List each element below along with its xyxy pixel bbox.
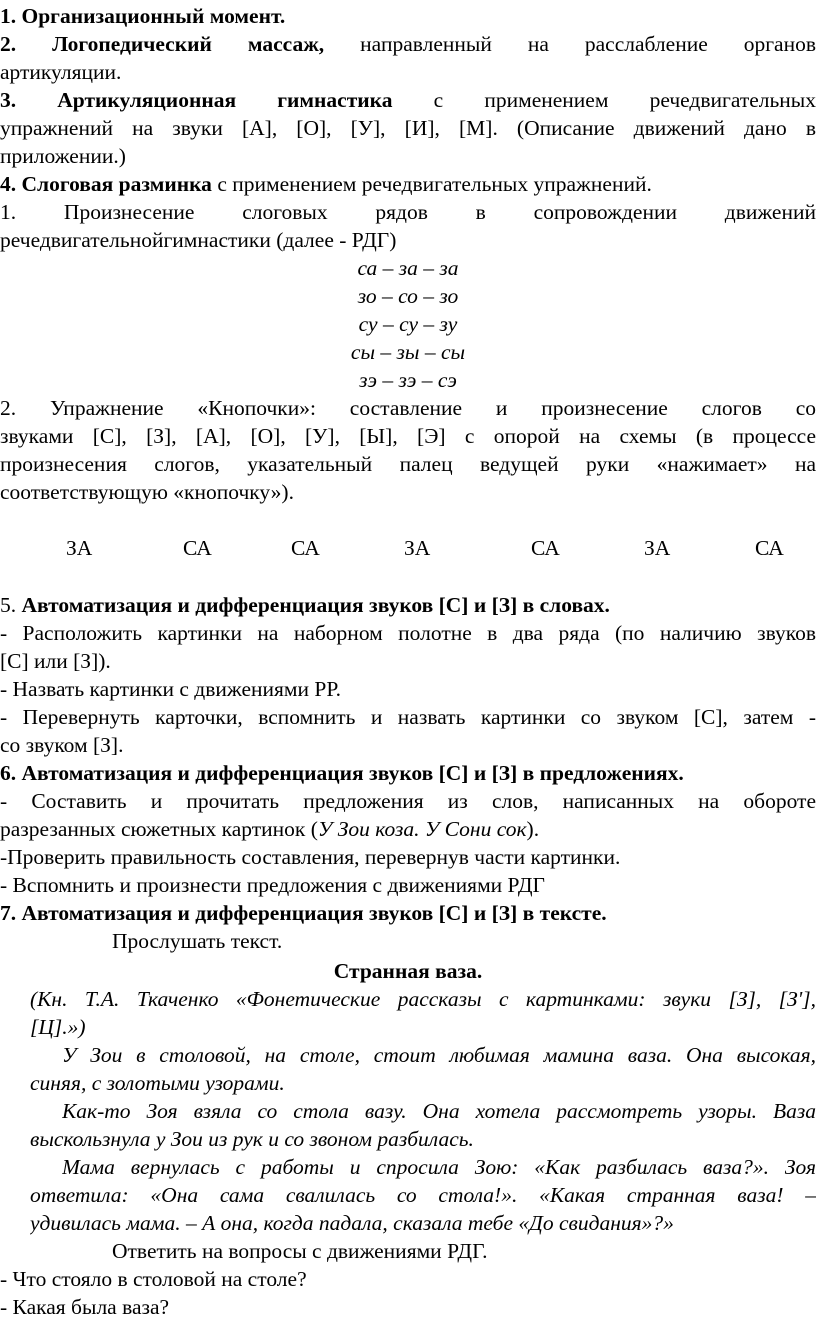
- syllable-button-7: СА: [755, 536, 784, 560]
- section-6-number: 6.: [0, 761, 17, 785]
- section-4-number: 4.: [0, 172, 17, 196]
- source-line-2: [Ц].»): [30, 1015, 86, 1039]
- section-3-line-2: упражнений на звуки [А], [О], [У], [И], [М]. (Описание движений дано в: [0, 116, 816, 140]
- item-2-line-1: 2. Упражнение «Кнопочки»: составление и произнесение слогов со: [0, 396, 816, 420]
- section-4-text: с применением речедвигательных упражнений.: [211, 172, 652, 196]
- syllable-row-3: су – су – зу: [358, 312, 458, 336]
- section-5-title: Автоматизация и дифференциация звуков [С] и [З] в словах.: [21, 593, 610, 617]
- section-5-line-2: [С] или [З]).: [0, 649, 111, 673]
- section-1-number: 1.: [0, 4, 17, 28]
- syllable-row-2: зо – со – зо: [357, 284, 459, 308]
- story-p3-line-2: ответила: «Она сама свалилась со стола!». «Какая странная ваза! –: [30, 1183, 816, 1207]
- section-2-number: 2.: [0, 32, 17, 56]
- item-2-line-4: соответствующую «кнопочку»).: [0, 480, 294, 504]
- section-3-title: Артикуляционная гимнастика: [57, 88, 393, 112]
- story-p2-line-1: Как-то Зоя взяла со стола вазу. Она хотела рассмотреть узоры. Ваза: [62, 1099, 816, 1123]
- syllable-row-4: сы – зы – сы: [350, 340, 466, 364]
- question-1: - Что стояло в столовой на столе?: [0, 1267, 307, 1291]
- section-7-title: Автоматизация и дифференциация звуков [С] и [З] в тексте.: [21, 901, 607, 925]
- item-1-line-2: речедвигательнойгимнастики (далее - РДГ): [0, 228, 397, 252]
- section-6-line-2: [0, 815, 816, 843]
- section-3-line-1: [0, 86, 816, 114]
- syllable-button-6: ЗА: [644, 536, 671, 560]
- section-1-heading: [0, 2, 816, 30]
- item-1-line-1: 1. Произнесение слоговых рядов в сопровождении движений: [0, 200, 816, 224]
- section-2-text: направленный на расслабление органов: [324, 32, 816, 56]
- section-5-line-3: - Назвать картинки с движениями РР.: [0, 677, 342, 701]
- story-p3-line-3: удивилась мама. – А она, когда падала, сказала тебе «До свидания»?»: [30, 1211, 674, 1235]
- story-p1-line-2: синяя, с золотыми узорами.: [30, 1071, 285, 1095]
- section-3-text: с применением речедвигательных: [392, 88, 816, 112]
- section-2-title: Логопедический массаж,: [52, 32, 325, 56]
- section-5-line-1: - Расположить картинки на наборном полотне в два ряда (по наличию звуков: [0, 621, 816, 645]
- item-2-line-2: звуками [С], [З], [А], [О], [У], [Ы], [Э] с опорой на схемы (в процессе: [0, 424, 816, 448]
- section-7-heading: [0, 899, 816, 927]
- section-6-line-2-end: ).: [526, 817, 540, 841]
- section-6-line-1: - Составить и прочитать предложения из слов, написанных на обороте: [0, 789, 816, 813]
- section-6-heading: [0, 759, 816, 787]
- syllable-button-2: СА: [183, 536, 212, 560]
- item-2-line-3: произнесения слогов, указательный палец ведущей руки «нажимает» на: [0, 452, 816, 476]
- section-6-title: Автоматизация и дифференциация звуков [С] и [З] в предложениях.: [21, 761, 684, 785]
- question-2: - Какая была ваза?: [0, 1295, 170, 1319]
- section-6-line-2-start: разрезанных сюжетных картинок (: [0, 817, 318, 841]
- story-p3-line-1: Мама вернулась с работы и спросила Зою: «Как разбилась ваза?». Зоя: [62, 1155, 816, 1179]
- syllable-row-5: зэ – зэ – сэ: [359, 368, 457, 392]
- section-2-line-1: [0, 30, 816, 58]
- syllable-button-5: СА: [531, 536, 560, 560]
- section-5-line-4: - Перевернуть карточки, вспомнить и назвать картинки со звуком [С], затем -: [0, 705, 816, 729]
- section-6-line-4: - Вспомнить и произнести предложения с движениями РДГ: [0, 873, 545, 897]
- example-sentences: У Зои коза. У Сони сок: [317, 817, 527, 841]
- section-7-number: 7.: [0, 901, 17, 925]
- source-line-1: (Кн. Т.А. Ткаченко «Фонетические рассказы с картинками: звуки [З], [З'],: [30, 987, 816, 1011]
- syllable-button-4: ЗА: [404, 536, 431, 560]
- section-4-title: Слоговая разминка: [21, 172, 212, 196]
- section-5-number: 5.: [0, 593, 17, 617]
- section-6-line-3: -Проверить правильность составления, перевернув части картинки.: [0, 845, 621, 869]
- section-5-heading: [0, 591, 816, 619]
- listen-instruction: Прослушать текст.: [112, 929, 283, 953]
- answer-instruction: Ответить на вопросы с движениями РДГ.: [112, 1239, 488, 1263]
- syllable-button-3: СА: [291, 536, 320, 560]
- section-1-title: Организационный момент.: [21, 4, 286, 28]
- story-p2-line-2: выскользнула у Зои из рук и со звоном разбилась.: [30, 1127, 474, 1151]
- section-3-line-3: приложении.): [0, 144, 126, 168]
- section-5-line-5: со звуком [З].: [0, 733, 124, 757]
- section-4-heading: [0, 170, 816, 198]
- story-title: Странная ваза.: [333, 959, 483, 983]
- syllable-row-1: са – за – за: [357, 256, 459, 280]
- story-p1-line-1: У Зои в столовой, на столе, стоит любимая мамина ваза. Она высокая,: [62, 1043, 816, 1067]
- section-2-line-2: артикуляции.: [0, 60, 122, 84]
- syllable-button-1: ЗА: [66, 536, 93, 560]
- section-3-number: 3.: [0, 88, 17, 112]
